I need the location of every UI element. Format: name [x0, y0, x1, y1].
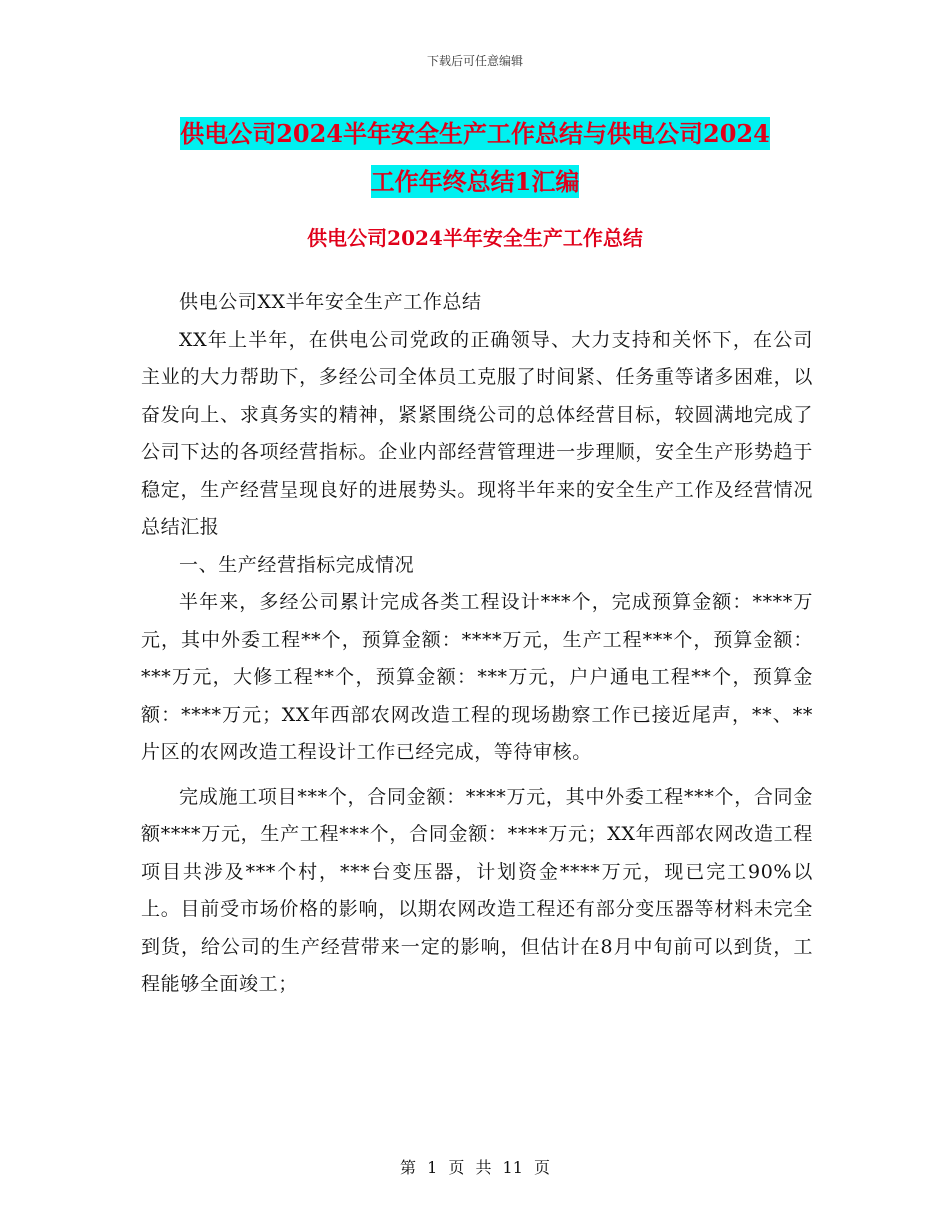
- page-header-note: 下载后可任意编辑: [426, 54, 523, 68]
- section-title: 供电公司2024半年安全生产工作总结: [307, 226, 643, 250]
- document-body: [141, 284, 813, 1004]
- paragraph-section-heading: 一、生产经营指标完成情况: [179, 553, 415, 576]
- paragraph-intro: XX年上半年，在供电公司党政的正确领导、大力支持和关怀下，在公司主业的大力帮助下，多经公司全体员工克服了时间紧、任务重等诸多困难，以奋发向上、求真务实的精神，紧紧围绕公司的总体经营目标，较圆满地完成了公司下达的各项经营指标。企业内部经营管理进一步理顺，安全生产形势趋于稳定，生产经营呈现良好的进展势头。现将半年来的安全生产工作及经营情况总结汇报: [141, 328, 813, 538]
- title-line-2: 工作年终总结1汇编: [370, 167, 580, 196]
- paragraph-design-summary: 半年来，多经公司累计完成各类工程设计***个，完成预算金额：****万元，其中外委工程**个，预算金额：****万元，生产工程***个，预算金额：***万元，大修工程**个，预算金额：***万元，户户通电工程**个，预算金额：****万元；XX年西部农网改造工程的现场勘察工作已接近尾声，**、**片区的农网改造工程设计工作已经完成，等待审核。: [141, 591, 813, 763]
- title-line-1: 供电公司2024半年安全生产工作总结与供电公司2024: [180, 119, 770, 148]
- document-title: [140, 110, 810, 206]
- page-number: 第 1 页 共 11 页: [400, 1158, 550, 1177]
- paragraph-construction-summary: 完成施工项目***个，合同金额：****万元，其中外委工程***个，合同金额****万元，生产工程***个，合同金额：****万元；XX年西部农网改造工程项目共涉及***个村，***台变压器，计划资金****万元，现已完工90%以上。目前受市场价格的影响，以期农网改造工程还有部分变压器等材料未完全到货，给公司的生产经营带来一定的影响，但估计在8月中旬前可以到货，工程能够全面竣工；: [141, 785, 813, 995]
- paragraph-heading: 供电公司XX半年安全生产工作总结: [179, 291, 482, 313]
